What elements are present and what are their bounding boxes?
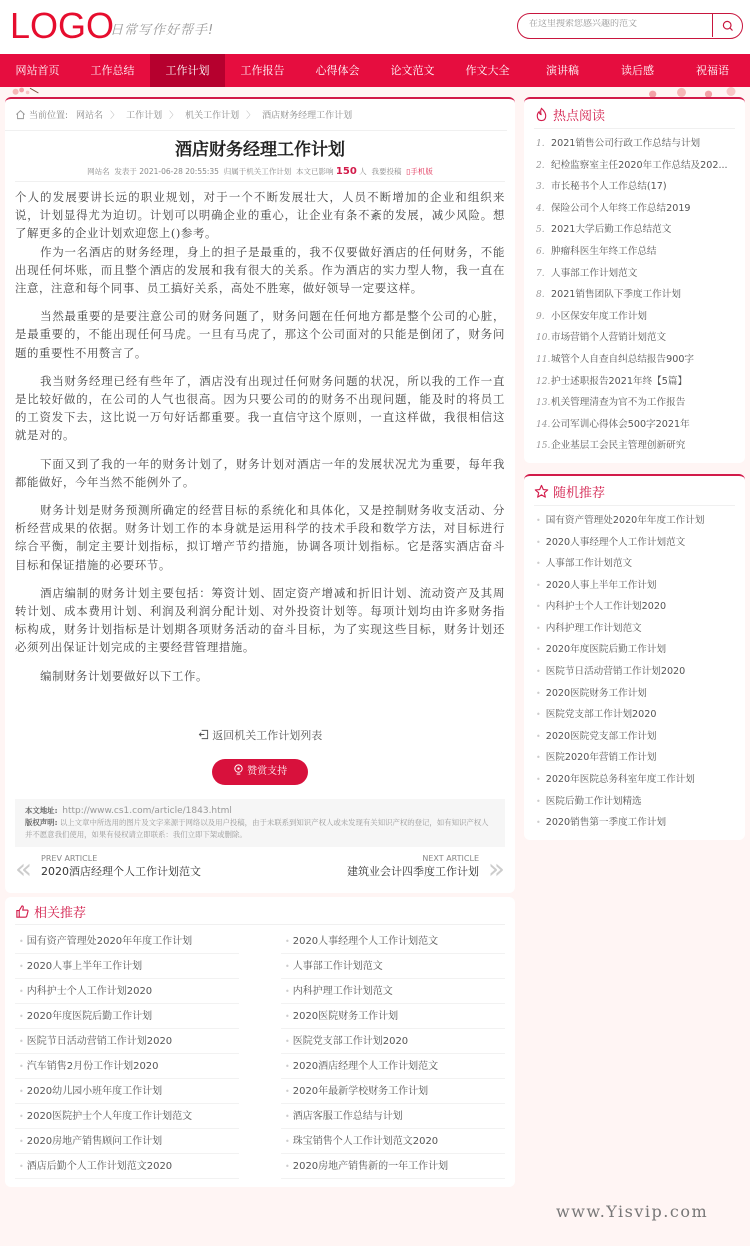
hot-item-number: 3. xyxy=(536,182,545,193)
breadcrumb-item-category[interactable]: 机关工作计划 xyxy=(185,111,240,121)
related-item[interactable]: • 内科护理工作计划范文 xyxy=(281,979,505,1004)
related-item[interactable]: • 酒店后勤个人工作计划范文2020 xyxy=(15,1154,239,1179)
notice-copyright-label: 版权声明: xyxy=(25,817,58,827)
related-item[interactable]: • 汽车销售2月份工作计划2020 xyxy=(15,1054,239,1079)
breadcrumb-item-current: 酒店财务经理工作计划 xyxy=(262,111,353,121)
related-item[interactable]: • 酒店客服工作总结与计划 xyxy=(281,1104,505,1129)
sidebar xyxy=(524,97,745,840)
hot-item-label: 市场营销个人营销计划范文 xyxy=(551,332,667,344)
random-item[interactable]: • 人事部工作计划范文 xyxy=(534,553,735,575)
hot-item-number: 1. xyxy=(536,139,545,149)
breadcrumb-separator-icon: 〉 xyxy=(169,111,179,121)
article-paragraph: 作为一名酒店的财务经理，身上的担子是最重的，我不仅要做好酒店的任何财务，不能出现任何坏账，而且整个酒店的发展和我有很大的关系。作为酒店的实力型人物，我一直在注意，注意和每个同事、员工搞好关系，高处不胜寒，做好领导一定要这样。 xyxy=(15,244,505,296)
hot-item-label: 2021大学后勤工作总结范文 xyxy=(551,224,672,236)
flame-icon xyxy=(534,107,549,122)
random-recommend-title: 随机推荐 xyxy=(553,485,606,501)
hot-item[interactable] xyxy=(534,155,735,177)
random-item[interactable]: • 国有资产管理处2020年年度工作计划 xyxy=(534,510,735,532)
search-box xyxy=(517,13,743,39)
nav-item-book-reviews[interactable]: 读后感 xyxy=(621,64,654,77)
article-notice xyxy=(15,799,505,847)
article-paragraph: 编制财务计划要做好以下工作。 xyxy=(40,668,208,683)
related-item[interactable]: • 2020年最新学校财务工作计划 xyxy=(281,1079,505,1104)
article-paragraph: 下面又到了我的一年的财务计划了，财务计划对酒店一年的发展状况尤为重要，每年我都能做好，今年当然不能例外了。 xyxy=(15,456,505,489)
random-item[interactable]: • 2020医院财务工作计划 xyxy=(534,683,735,705)
hot-item[interactable] xyxy=(534,133,735,155)
notice-url-label: 本文地址: xyxy=(25,805,58,815)
hot-item-number: 9. xyxy=(536,311,545,322)
hot-item-number: 6. xyxy=(536,246,545,257)
hot-reading-title: 热点阅读 xyxy=(553,109,606,124)
related-title: 相关推荐 xyxy=(34,905,87,921)
return-icon xyxy=(198,729,209,740)
search-button[interactable] xyxy=(712,14,742,37)
hot-item[interactable] xyxy=(534,306,735,328)
hot-item-label: 市长秘书个人工作总结(17) xyxy=(551,181,667,193)
random-item[interactable]: • 2020人事经理个人工作计划范文 xyxy=(534,532,735,554)
hot-item-label: 肿瘤科医生年终工作总结 xyxy=(551,245,657,257)
reward-label: 赞赏支持 xyxy=(247,765,288,777)
hot-item[interactable] xyxy=(534,371,735,393)
nav-item-reflections[interactable]: 心得体会 xyxy=(315,64,360,77)
nav-item-compositions[interactable]: 作文大全 xyxy=(465,64,510,77)
hot-item-label: 公司军训心得体会500字2021年 xyxy=(551,418,690,430)
meta-category[interactable]: 归属于机关工作计划 xyxy=(223,167,292,176)
back-to-list-link[interactable] xyxy=(5,727,515,745)
article-paragraph: 个人的发展要讲长远的职业规划，对于一个不断发展壮大，人员不断增加的企业和组织来说，计划显得尤为迫切。计划可以明确企业的重心，让企业有条不紊的发展，减少风险。想了解更多的企业计划欢迎您上()参考。 xyxy=(15,190,505,241)
article-title: 酒店财务经理工作计划 xyxy=(175,140,345,160)
hot-item[interactable] xyxy=(534,349,735,371)
main-column xyxy=(5,97,515,1187)
next-article-label: NEXT ARTICLE xyxy=(422,853,479,863)
meta-published: 发表于 2021-06-28 20:55:35 xyxy=(114,167,219,176)
related-item[interactable]: • 国有资产管理处2020年年度工作计划 xyxy=(15,929,239,954)
watermark: www.Yisvip.com xyxy=(556,1202,709,1221)
related-item[interactable]: • 2020人事上半年工作计划 xyxy=(15,954,239,979)
related-item[interactable]: • 2020房地产销售新的一年工作计划 xyxy=(281,1154,505,1179)
hot-item[interactable] xyxy=(534,327,735,349)
article-paragraph: 酒店编制的财务计划主要包括：筹资计划、固定资产增减和折旧计划、流动资产及其周转计划、成本费用计划、利润及利润分配计划、对外投资计划等。每项计划均由许多财务指标构成，财务计划指标是计划期各项财务活动的奋斗目标，为了实现这些目标，财务计划还必须列出保证计划完成的主要经营管理措施。 xyxy=(15,585,505,655)
hot-item-label: 人事部工作计划范文 xyxy=(551,267,638,279)
random-item[interactable]: • 2020年医院总务科室年度工作计划 xyxy=(534,769,735,791)
nav-item-work-summary[interactable]: 工作总结 xyxy=(90,64,135,77)
hot-item-number: 13. xyxy=(536,398,551,409)
random-item[interactable]: • 2020销售第一季度工作计划 xyxy=(534,812,735,834)
hot-item-number: 14. xyxy=(536,419,551,430)
site-logo[interactable]: LOGO xyxy=(10,5,115,46)
hot-item-label: 2021销售团队下季度工作计划 xyxy=(551,289,681,301)
hot-item-label: 机关管理清查为官不为工作报告 xyxy=(551,397,686,409)
hot-item[interactable] xyxy=(534,284,735,306)
hot-item-number: 15. xyxy=(536,441,551,452)
breadcrumb-separator-icon: 〉 xyxy=(110,111,120,121)
hot-reading-box xyxy=(524,97,745,463)
article-url[interactable]: http://www.cs1.com/article/1843.html xyxy=(62,805,232,816)
site-slogan: 日常写作好帮手! xyxy=(110,23,215,38)
nav-item-speeches[interactable]: 演讲稿 xyxy=(546,64,579,77)
next-article-title: 建筑业会计四季度工作计划 xyxy=(347,864,479,878)
related-item[interactable]: • 医院党支部工作计划2020 xyxy=(281,1029,505,1054)
random-item[interactable]: • 医院后勤工作计划精选 xyxy=(534,791,735,813)
related-item[interactable]: • 2020医院护士个人年度工作计划范文 xyxy=(15,1104,239,1129)
related-list xyxy=(15,929,505,1179)
hot-item-label: 城管个人自查自纠总结报告900字 xyxy=(551,353,695,365)
hot-item-number: 2. xyxy=(536,160,545,171)
article-meta xyxy=(15,165,505,182)
breadcrumb-prefix: 当前位置: xyxy=(29,111,69,121)
random-item[interactable]: • 2020医院党支部工作计划 xyxy=(534,726,735,748)
nav-item-work-report[interactable]: 工作报告 xyxy=(240,64,285,77)
prev-article-link[interactable] xyxy=(41,853,201,879)
breadcrumb-item-site[interactable]: 网站名 xyxy=(76,111,104,121)
related-item[interactable]: • 2020酒店经理个人工作计划范文 xyxy=(281,1054,505,1079)
next-article-link[interactable] xyxy=(347,853,479,879)
random-recommend-header xyxy=(534,480,735,506)
nav-item-work-plan[interactable]: 工作计划 xyxy=(150,54,225,87)
hot-item-label: 保险公司个人年终工作总结2019 xyxy=(551,202,691,214)
meta-views-count: 150 xyxy=(335,166,357,177)
article-paragraph: 财务计划是财务预测所确定的经营目标的系统化和具体化，又是控制财务收支活动、分析经营成果的依据。财务计划工作的本身就是运用科学的技术手段和数学方法，对目标进行综合平衡，制定主要计划指标，拟订增产节约措施，协调各项计划指标。它是落实酒店奋斗目标和保证措施的必要环节。 xyxy=(15,503,505,572)
article-body xyxy=(5,182,515,685)
related-item[interactable]: • 2020人事经理个人工作计划范文 xyxy=(281,929,505,954)
meta-views-suffix: 人 xyxy=(359,167,367,176)
related-item[interactable]: • 2020房地产销售顾问工作计划 xyxy=(15,1129,239,1154)
hot-item[interactable] xyxy=(534,176,735,198)
main-nav xyxy=(0,54,750,87)
related-item[interactable]: • 人事部工作计划范文 xyxy=(281,954,505,979)
hot-item[interactable] xyxy=(534,219,735,241)
mobile-version-label: 手机版 xyxy=(410,167,433,176)
meta-site: 网站名 xyxy=(87,167,110,176)
random-item[interactable]: • 医院节日活动营销工作计划2020 xyxy=(534,661,735,683)
related-item[interactable]: • 2020幼儿园小班年度工作计划 xyxy=(15,1079,239,1104)
prev-next-nav xyxy=(15,853,505,893)
submit-link[interactable]: 我要投稿 xyxy=(371,167,402,176)
related-section xyxy=(5,897,515,1187)
prev-article-label: PREV ARTICLE xyxy=(41,853,98,863)
hot-item-number: 7. xyxy=(536,268,545,279)
search-icon xyxy=(722,20,734,32)
hot-item-number: 5. xyxy=(536,225,545,236)
thumbs-up-icon xyxy=(15,904,30,919)
related-header xyxy=(15,903,505,925)
back-to-list-label: 返回机关工作计划列表 xyxy=(212,728,323,742)
prev-article-title: 2020酒店经理个人工作计划范文 xyxy=(41,864,201,878)
breadcrumb xyxy=(5,99,507,131)
related-item[interactable]: • 内科护士个人工作计划2020 xyxy=(15,979,239,1004)
hot-item[interactable] xyxy=(534,392,735,414)
nav-item-essays[interactable]: 论文范文 xyxy=(390,64,435,77)
article-card xyxy=(5,97,515,893)
hot-item[interactable] xyxy=(534,198,735,220)
random-item[interactable]: • 内科护理工作计划范文 xyxy=(534,618,735,640)
random-item[interactable]: • 2020年度医院后勤工作计划 xyxy=(534,639,735,661)
star-icon xyxy=(534,484,549,499)
hot-item-label: 纪检监察室主任2020年工作总结及202... xyxy=(551,159,728,171)
random-item[interactable]: • 2020人事上半年工作计划 xyxy=(534,575,735,597)
hot-item[interactable] xyxy=(534,241,735,263)
random-item[interactable]: • 医院党支部工作计划2020 xyxy=(534,704,735,726)
copyright-text: 以上文章中所选用的图片及文字来源于网络以及用户投稿，由于未联系到知识产权人或未发现有关知识产权的登记，如有知识产权人并不愿意我们使用，如果有侵权请立即联系：我们立即下架或删除。 xyxy=(25,817,489,839)
meta-views-prefix: 本文已影响 xyxy=(296,167,334,176)
search-input[interactable] xyxy=(529,19,709,29)
hot-item[interactable] xyxy=(534,263,735,285)
hot-item[interactable] xyxy=(534,414,735,436)
reward-icon xyxy=(233,764,244,775)
hot-item-label: 护士述职报告2021年终【5篇】 xyxy=(551,375,688,387)
site-header xyxy=(0,0,750,54)
hot-item[interactable] xyxy=(534,435,735,457)
breadcrumb-item-work-plan[interactable]: 工作计划 xyxy=(126,111,163,121)
random-item[interactable]: • 医院2020年营销工作计划 xyxy=(534,747,735,769)
hot-item-label: 2021销售公司行政工作总结与计划 xyxy=(551,138,701,149)
hot-item-number: 10. xyxy=(536,333,551,344)
random-item[interactable]: • 内科护士个人工作计划2020 xyxy=(534,596,735,618)
hot-item-label: 企业基层工会民主管理创新研究 xyxy=(551,440,686,452)
nav-item-home[interactable]: 网站首页 xyxy=(15,64,60,77)
related-item[interactable]: • 2020年度医院后勤工作计划 xyxy=(15,1004,239,1029)
chevron-left-icon: « xyxy=(15,851,33,885)
random-recommend-box xyxy=(524,474,745,840)
hot-item-number: 12. xyxy=(536,376,551,387)
home-icon xyxy=(15,109,26,120)
hot-reading-header xyxy=(534,103,735,129)
hot-reading-list xyxy=(534,133,735,457)
related-item[interactable]: • 珠宝销售个人工作计划范文2020 xyxy=(281,1129,505,1154)
random-recommend-list xyxy=(534,510,735,834)
hot-item-number: 8. xyxy=(536,290,545,301)
hot-item-number: 4. xyxy=(536,203,545,214)
hot-item-label: 小区保安年度工作计划 xyxy=(551,310,647,322)
article-paragraph: 当然最重要的是要注意公司的财务问题了，财务问题在任何地方都是整个公司的心脏，是最重要的，不能出现任何马虎。一旦有马虎了，那这个公司面对的只能是倒闭了，财务问题的重要性不用赘言了。 xyxy=(15,309,505,360)
breadcrumb-separator-icon: 〉 xyxy=(246,111,256,121)
hot-item-number: 11. xyxy=(536,354,551,365)
chevron-right-icon: » xyxy=(487,851,505,885)
phone-icon: ▯ xyxy=(406,167,411,176)
related-item[interactable]: • 医院节日活动营销工作计划2020 xyxy=(15,1029,239,1054)
mobile-version-link[interactable] xyxy=(406,167,433,176)
article-paragraph: 我当财务经理已经有些年了，酒店没有出现过任何财务问题的状况，所以我的工作一直是比较好做的，在公司的人气也很高。因为只要公司的的财务不出现问题，能及时的将员工的工资发下去，这比说一万句好话都重要。我一直信守这个原则，一直这样做，我很相信这就是对的。 xyxy=(15,373,505,443)
related-item[interactable]: • 2020医院财务工作计划 xyxy=(281,1004,505,1029)
nav-item-greetings[interactable]: 祝福语 xyxy=(696,64,729,77)
reward-button[interactable] xyxy=(212,759,308,785)
